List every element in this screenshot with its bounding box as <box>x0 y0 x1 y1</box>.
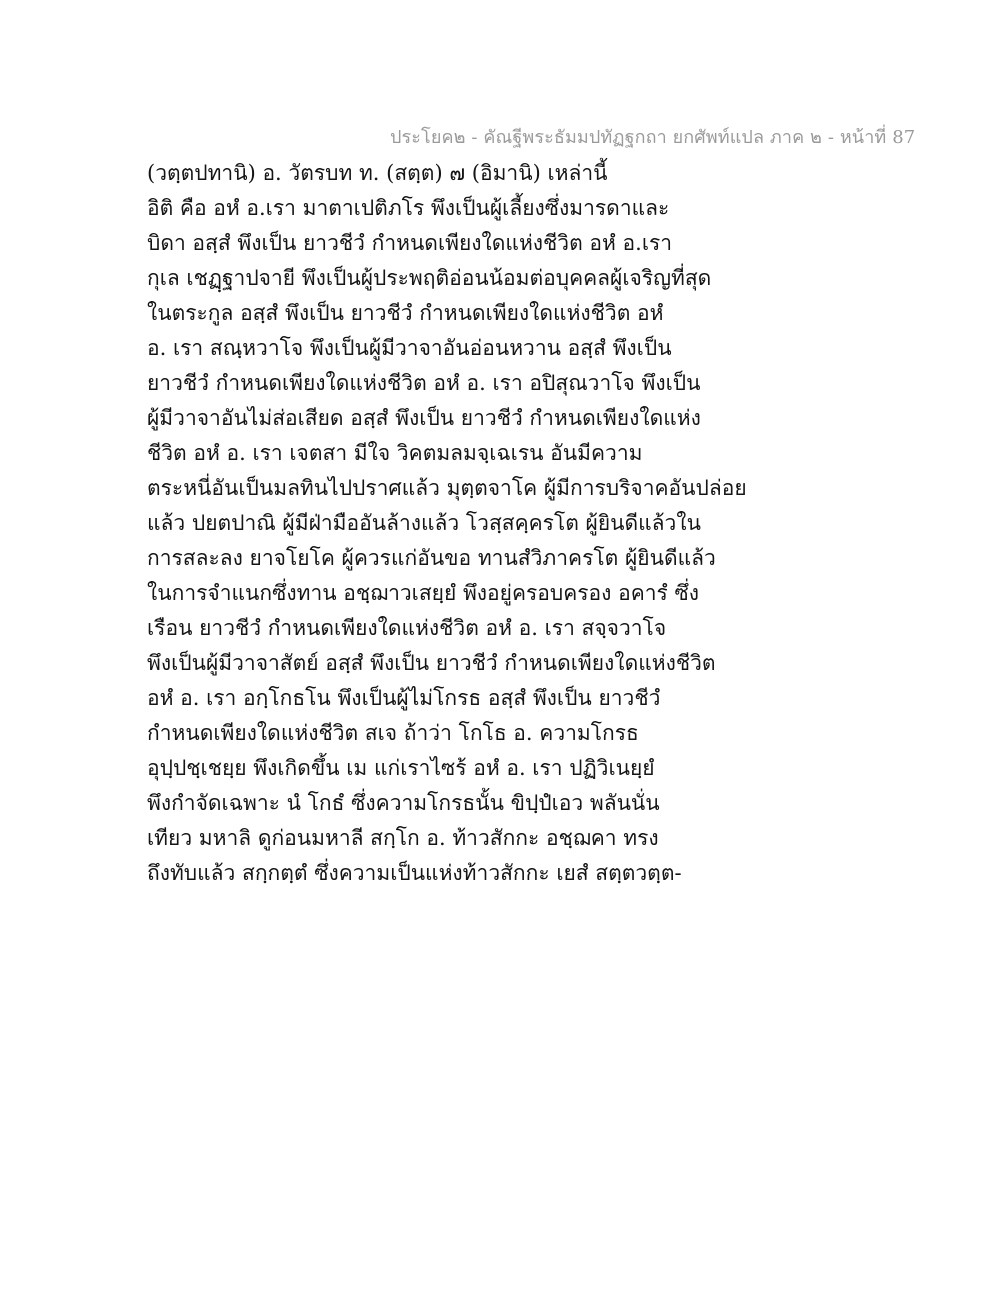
running-header <box>0 122 1000 151</box>
running-header-text: ประโยค๒ - คัณฐีพระธัมมปทัฏฐกถา ยกศัพท์แปล ภาค ๒ - หน้าที่ 87 <box>390 127 916 148</box>
text-line: เทียว มหาลิ ดูก่อนมหาลี สกฺโก อ. ท้าวสักกะ อชฺฌคา ทรง <box>147 826 659 850</box>
body-text <box>147 156 867 891</box>
text-line: ในตระกูล อสฺสํ พึงเป็น ยาวชีวํ กำหนดเพียงใดแห่งชีวิต อหํ <box>147 301 664 325</box>
text-line: ผู้มีวาจาอันไม่ส่อเสียด อสฺสํ พึงเป็น ยาวชีวํ กำหนดเพียงใดแห่ง <box>147 406 701 430</box>
text-line: บิดา อสฺสํ พึงเป็น ยาวชีวํ กำหนดเพียงใดแห่งชีวิต อหํ อ.เรา <box>147 231 673 255</box>
text-line: ในการจำแนกซึ่งทาน อชฺฌาวเสยฺยํ พึงอยู่ครอบครอง อคารํ ซึ่ง <box>147 581 700 605</box>
text-line: กุเล เชฏฺฐาปจายี พึงเป็นผู้ประพฤติอ่อนน้อมต่อบุคคลผู้เจริญที่สุด <box>147 266 712 290</box>
text-line: เรือน ยาวชีวํ กำหนดเพียงใดแห่งชีวิต อหํ อ. เรา สจฺจวาโจ <box>147 616 667 640</box>
text-line: ตระหนี่อันเป็นมลทินไปปราศแล้ว มุตฺตจาโค ผู้มีการบริจาคอันปล่อย <box>147 476 747 500</box>
text-line: อุปฺปชฺเชยฺย พึงเกิดขึ้น เม แก่เราไซร้ อหํ อ. เรา ปฏิวิเนยฺยํ <box>147 756 655 780</box>
text-line: อ. เรา สณฺหวาโจ พึงเป็นผู้มีวาจาอันอ่อนหวาน อสฺสํ พึงเป็น <box>147 336 672 360</box>
text-line: ชีวิต อหํ อ. เรา เจตสา มีใจ วิคตมลมจฺเฉเรน อันมีความ <box>147 441 643 465</box>
text-line: แล้ว ปยตปาณิ ผู้มีฝ่ามืออันล้างแล้ว โวสฺสคฺครโต ผู้ยินดีแล้วใน <box>147 511 701 535</box>
text-line: อหํ อ. เรา อกฺโกธโน พึงเป็นผู้ไม่โกรธ อสฺสํ พึงเป็น ยาวชีวํ <box>147 686 661 710</box>
text-line: ยาวชีวํ กำหนดเพียงใดแห่งชีวิต อหํ อ. เรา อปิสุณวาโจ พึงเป็น <box>147 371 701 395</box>
text-line: ถึงทับแล้ว สกฺกตฺตํ ซึ่งความเป็นแห่งท้าวสักกะ เยสํ สตฺตวตฺต- <box>147 861 682 885</box>
text-line: กำหนดเพียงใดแห่งชีวิต สเจ ถ้าว่า โกโธ อ. ความโกรธ <box>147 721 639 745</box>
text-line: การสละลง ยาจโยโค ผู้ควรแก่อันขอ ทานสํวิภาครโต ผู้ยินดีแล้ว <box>147 546 716 570</box>
text-line: อิติ คือ อหํ อ.เรา มาตาเปติภโร พึงเป็นผู้เลี้ยงซึ่งมารดาและ <box>147 196 670 220</box>
text-line: (วตฺตปทานิ) อ. วัตรบท ท. (สตฺต) ๗ (อิมานิ) เหล่านี้ <box>147 161 608 185</box>
text-line: พึงกำจัดเฉพาะ นํ โกธํ ซึ่งความโกรธนั้น ขิปฺปํเอว พลันนั่น <box>147 791 660 815</box>
text-line: พึงเป็นผู้มีวาจาสัตย์ อสฺสํ พึงเป็น ยาวชีวํ กำหนดเพียงใดแห่งชีวิต <box>147 651 716 675</box>
